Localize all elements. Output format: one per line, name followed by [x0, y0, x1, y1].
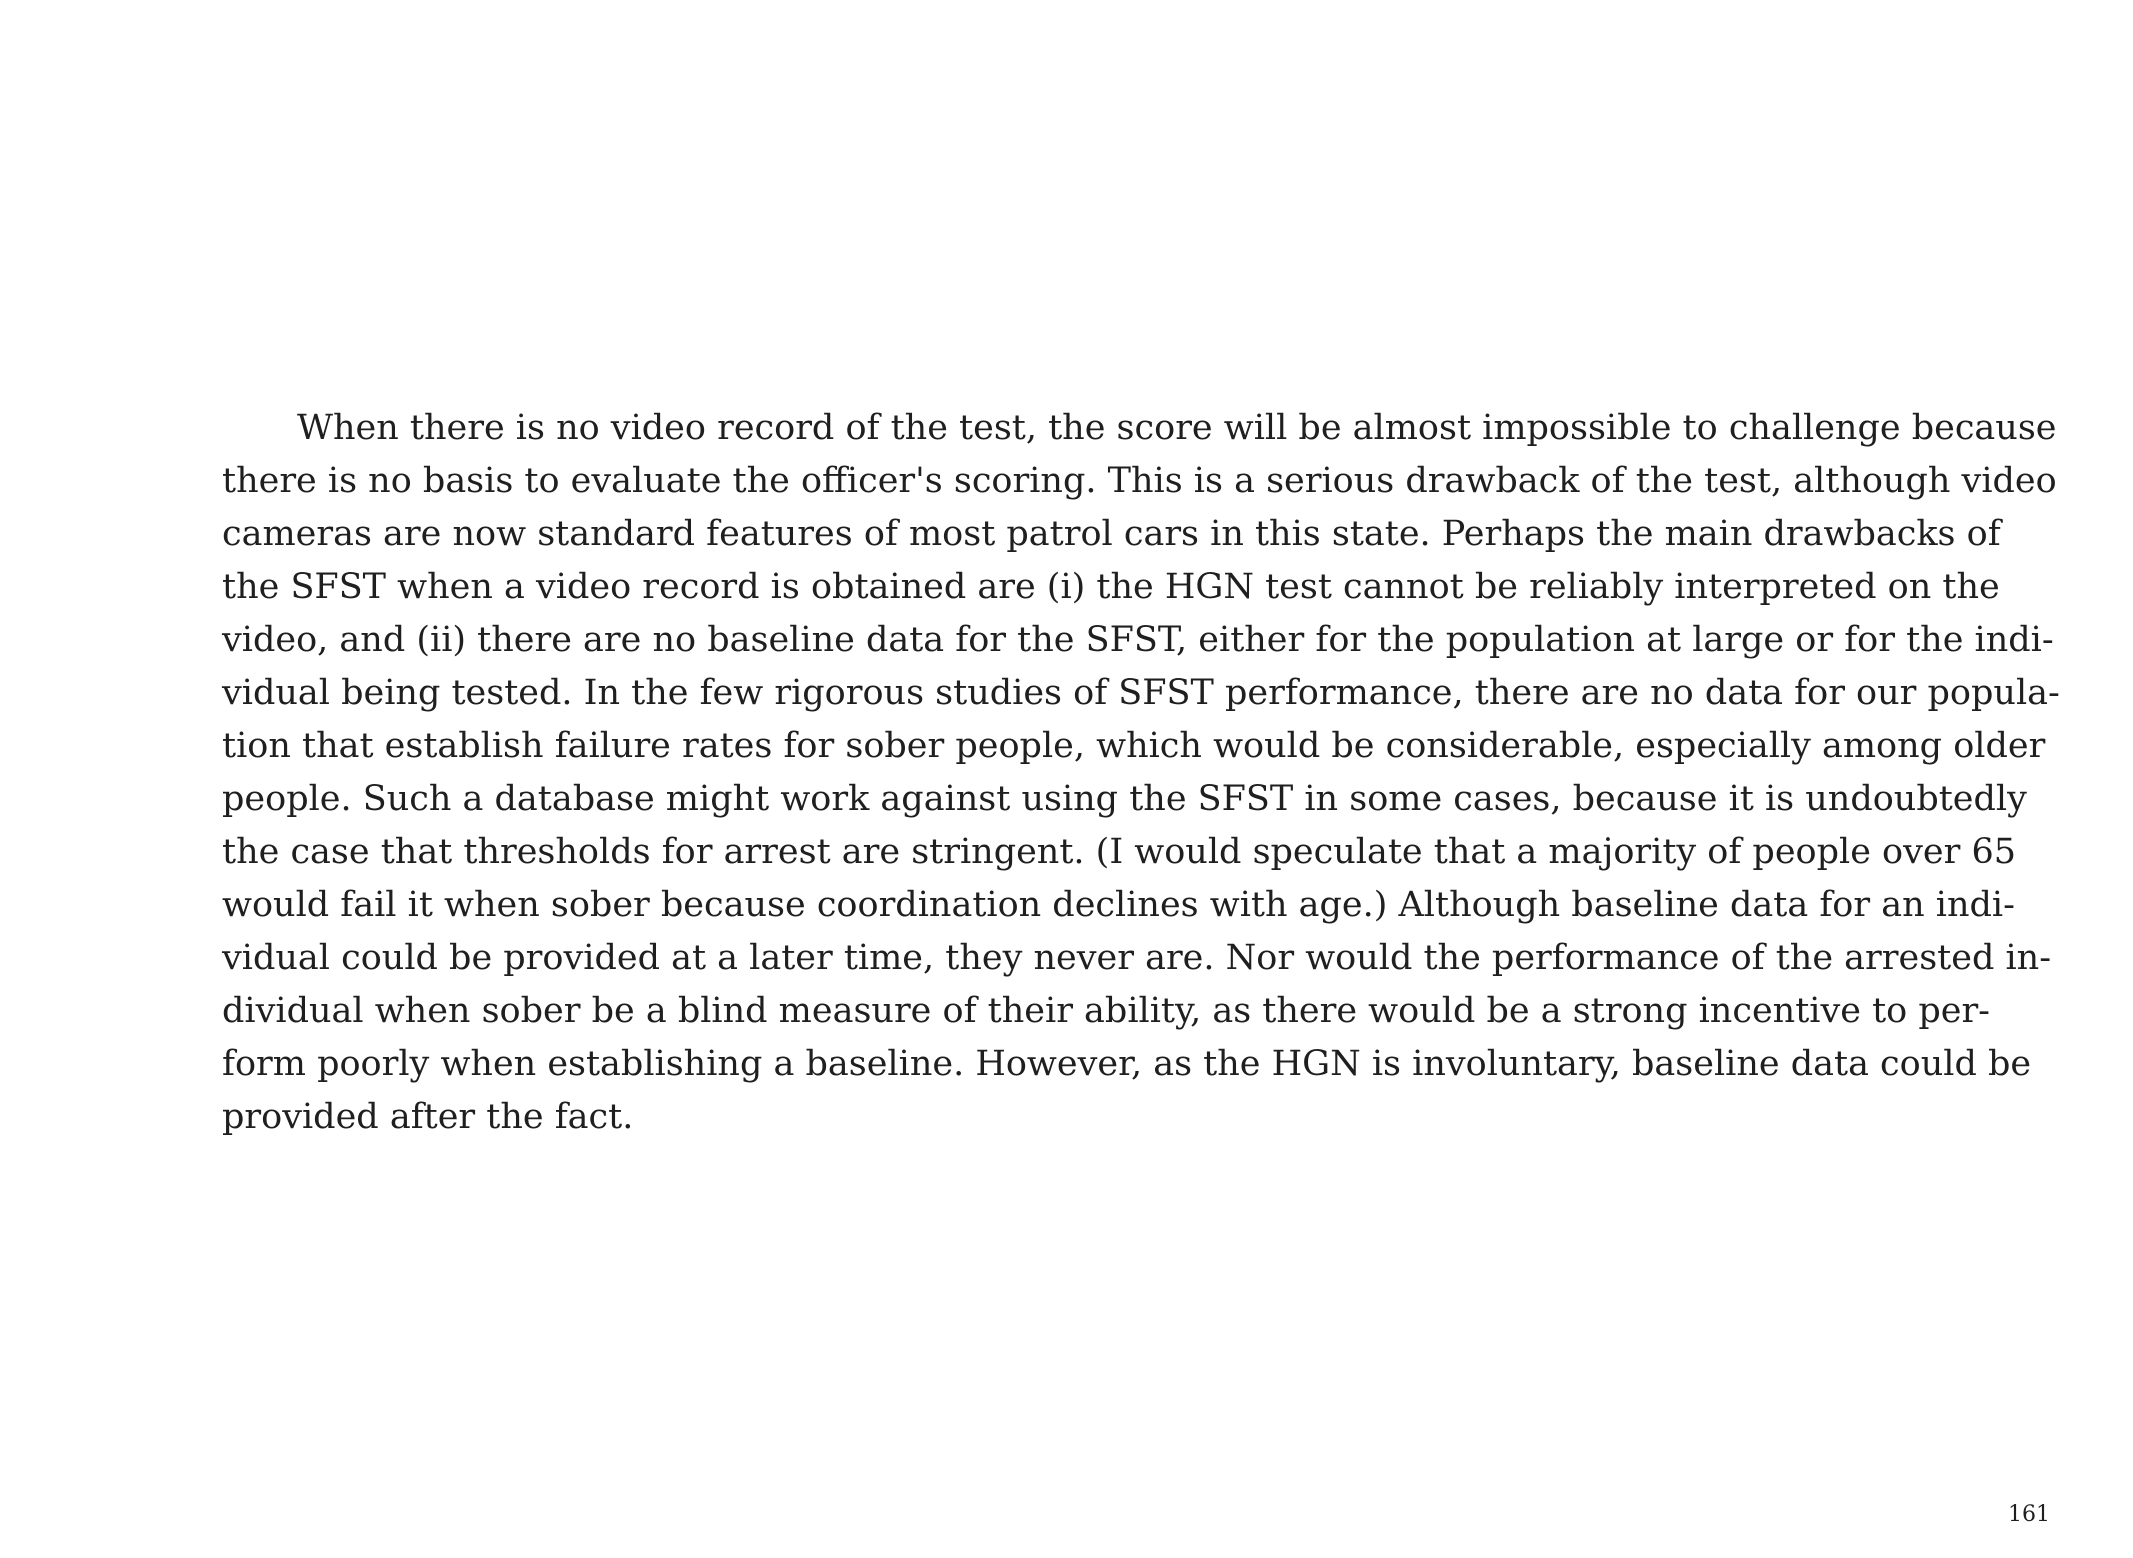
paragraph-line-12: dividual when sober be a blind measure of their ability, as there would be a strong incentive to per- — [222, 991, 1991, 1031]
paragraph-line-13: form poorly when establishing a baseline. However, as the HGN is involuntary, baseline data could be — [222, 1044, 2032, 1084]
paragraph-line-4: the SFST when a video record is obtained are (i) the HGN test cannot be reliably interpreted on the — [222, 567, 2000, 607]
paragraph-line-3: cameras are now standard features of most patrol cars in this state. Perhaps the main drawbacks of — [222, 514, 2001, 554]
paragraph-line-10: would fail it when sober because coordination declines with age.) Although baseline data for an indi- — [222, 885, 2015, 925]
paragraph-line-1: When there is no video record of the test, the score will be almost impossible to challenge because — [297, 408, 2057, 448]
paragraph-line-11: vidual could be provided at a later time, they never are. Nor would the performance of the arrested in- — [222, 938, 2052, 978]
body-paragraph — [222, 402, 2060, 1144]
paragraph-line-9: the case that thresholds for arrest are stringent. (I would speculate that a majority of people over 65 — [222, 832, 2017, 872]
paragraph-line-5: video, and (ii) there are no baseline data for the SFST, either for the population at large or for the indi- — [222, 620, 2054, 660]
paragraph-line-2: there is no basis to evaluate the officer's scoring. This is a serious drawback of the test, although video — [222, 461, 2057, 501]
paragraph-line-7: tion that establish failure rates for sober people, which would be considerable, especially among older — [222, 726, 2046, 766]
paragraph-line-6: vidual being tested. In the few rigorous studies of SFST performance, there are no data for our popula- — [222, 673, 2060, 713]
paragraph-line-14: provided after the fact. — [222, 1097, 634, 1137]
paragraph-line-8: people. Such a database might work against using the SFST in some cases, because it is undoubtedly — [222, 779, 2027, 819]
page-number: 161 — [2008, 1502, 2050, 1527]
